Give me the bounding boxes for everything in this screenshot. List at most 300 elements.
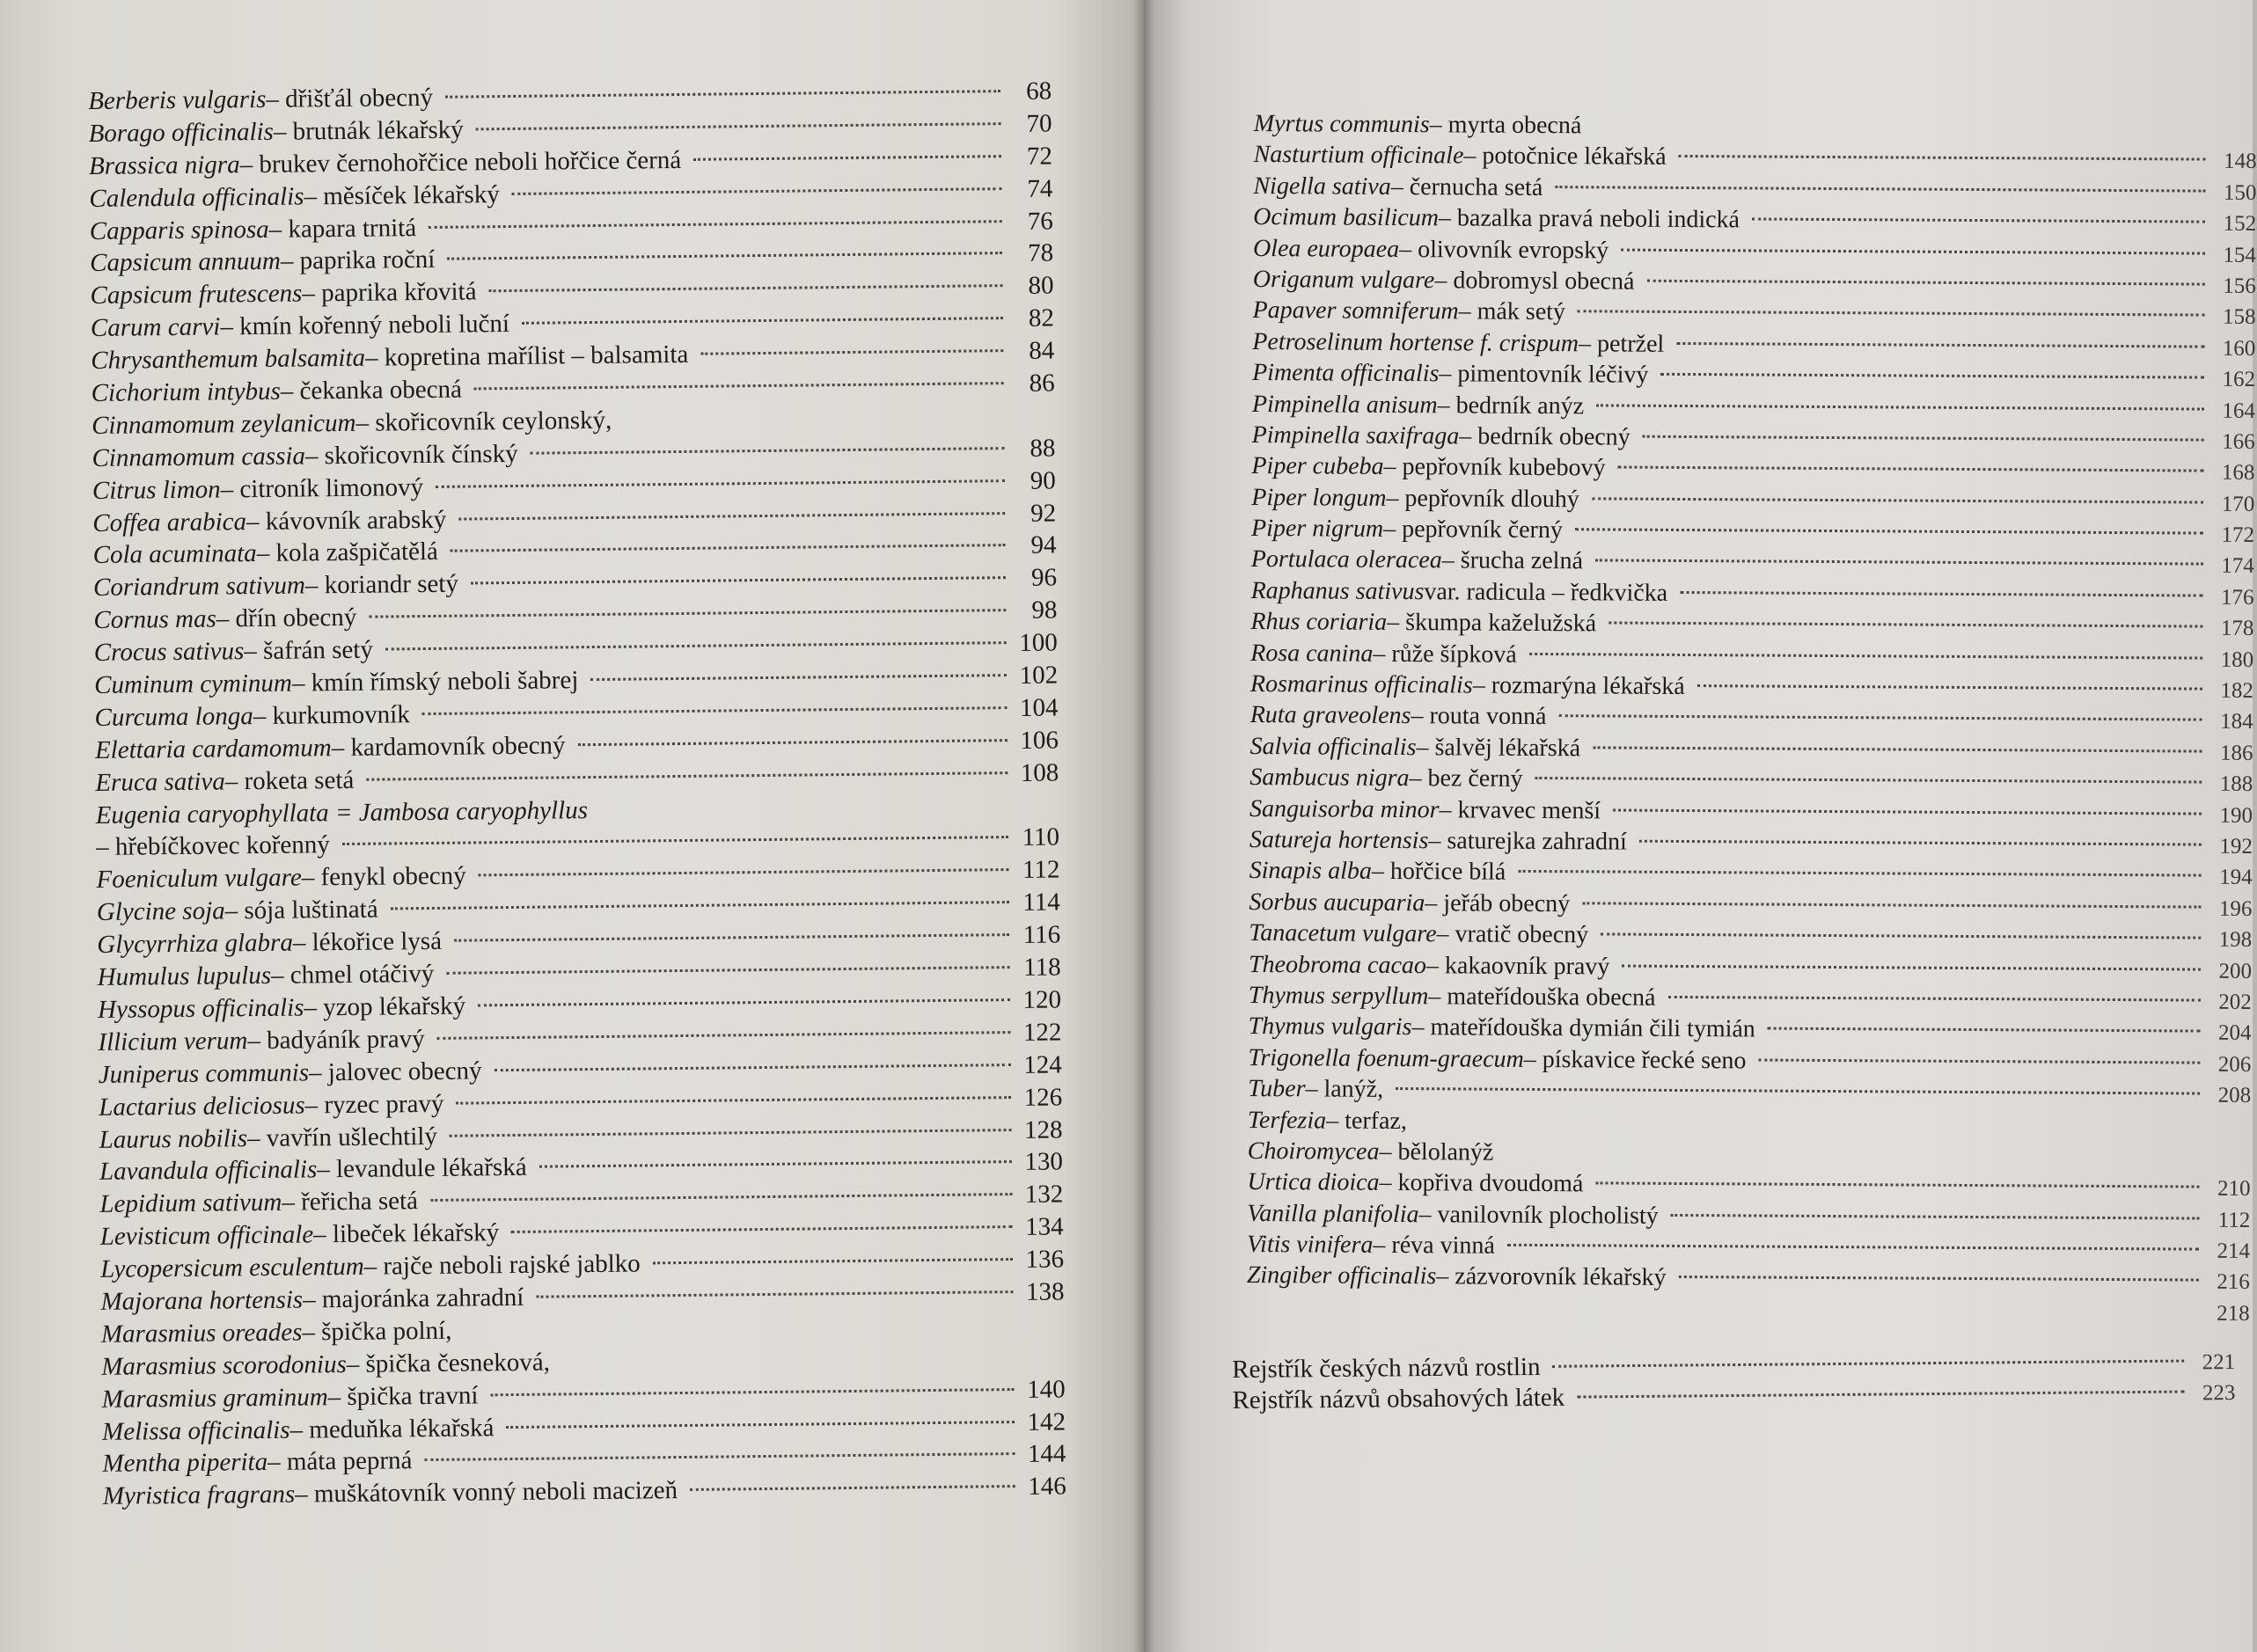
latin-name: Sambucus nigra xyxy=(1249,764,1410,793)
leader-dots xyxy=(1646,255,2205,286)
page-number: 80 xyxy=(1028,271,1054,301)
czech-name: – terfaz, xyxy=(1326,1107,1407,1135)
latin-name: Choiromycea xyxy=(1247,1137,1380,1166)
toc-entry xyxy=(1246,1255,2250,1295)
leader-dots xyxy=(1558,691,2202,721)
leader-dots xyxy=(424,1427,1015,1461)
leader-dots xyxy=(458,486,1005,521)
leader-dots xyxy=(536,1265,1013,1298)
leader-dots xyxy=(456,1071,1011,1105)
leader-dots xyxy=(494,1038,1011,1071)
czech-name: – majoránka zahradní xyxy=(302,1283,524,1314)
leader-dots xyxy=(1752,194,2205,223)
czech-name: – černucha setá xyxy=(1390,172,1543,201)
latin-name: Pimpinella saxifraga xyxy=(1251,420,1460,450)
latin-name: Thymus vulgaris xyxy=(1248,1012,1412,1042)
czech-name: – myrta obecná xyxy=(1429,111,1582,140)
latin-name: Capsicum annuum xyxy=(90,247,282,278)
page-number: 223 xyxy=(2202,1381,2236,1406)
latin-name: Coriandrum sativum xyxy=(92,571,306,603)
page-number: 124 xyxy=(1023,1050,1062,1079)
page-number: 188 xyxy=(2219,771,2253,797)
leader-dots xyxy=(511,162,1001,195)
latin-name: Theobroma cacao xyxy=(1248,950,1427,979)
page-number: 126 xyxy=(1023,1083,1063,1112)
leader-dots xyxy=(436,454,1005,488)
latin-name: Levisticum officinale xyxy=(99,1220,314,1252)
page-number: 134 xyxy=(1025,1212,1064,1242)
leader-dots xyxy=(693,129,1001,161)
page-number: 202 xyxy=(2218,990,2252,1014)
latin-name: Cuminum cyminum xyxy=(94,669,293,699)
czech-name: – krvavec menší xyxy=(1439,795,1601,825)
leader-dots xyxy=(450,1103,1012,1137)
czech-name: – mateřídouška dymián čili tymián xyxy=(1411,1013,1755,1043)
page-number: 142 xyxy=(1027,1407,1066,1436)
czech-name: – koriandr setý xyxy=(304,569,459,600)
latin-name: Eruca sativa xyxy=(95,767,225,797)
page-number: 190 xyxy=(2219,803,2253,828)
page-number: 86 xyxy=(1029,369,1055,398)
latin-name: Tuber xyxy=(1248,1075,1306,1103)
page-number xyxy=(1017,813,1059,814)
czech-name: var. radicula – ředkvička xyxy=(1424,578,1668,607)
leader-dots xyxy=(530,421,1004,455)
toc-entry xyxy=(1248,1100,2251,1137)
latin-name: Cichorium intybus xyxy=(91,376,281,407)
leader-dots xyxy=(1660,348,2204,379)
latin-name: Piper nigrum xyxy=(1250,515,1384,543)
leader-dots xyxy=(506,1395,1015,1429)
leader-dots xyxy=(474,356,1004,390)
latin-name: Glycine soja xyxy=(96,896,225,927)
page-number: 206 xyxy=(2217,1052,2252,1077)
page-number: 138 xyxy=(1025,1277,1065,1306)
leader-dots xyxy=(1596,379,2204,410)
czech-name: – pepřovník černý xyxy=(1383,515,1563,545)
latin-name: Glycyrrhiza glabra xyxy=(97,928,294,960)
czech-name: – bedrník obecný xyxy=(1459,422,1630,451)
latin-name: Rosa canina xyxy=(1250,639,1374,668)
leader-dots xyxy=(1679,130,2206,161)
czech-name: – vavřín ušlechtilý xyxy=(246,1122,438,1152)
leader-dots xyxy=(490,1363,1015,1396)
leader-dots xyxy=(1582,877,2201,908)
latin-name: Chrysanthemum balsamita xyxy=(91,343,366,376)
page-number: 164 xyxy=(2222,398,2255,423)
right-toc-list xyxy=(1247,104,2257,1324)
czech-name: – rajče neboli rajské jablko xyxy=(363,1249,641,1281)
page-number: 114 xyxy=(1022,888,1061,917)
page-number: 98 xyxy=(1031,596,1058,625)
page-number xyxy=(1022,1364,1065,1365)
leader-dots xyxy=(1518,845,2202,877)
leader-dots xyxy=(539,1135,1012,1168)
leader-dots xyxy=(1577,1365,2185,1399)
left-toc-list xyxy=(88,71,1066,1509)
leader-dots xyxy=(1680,567,2203,597)
page-number: 106 xyxy=(1020,726,1059,755)
latin-name: Cinnamomum zeylanicum xyxy=(91,408,356,440)
page-number: 74 xyxy=(1027,174,1053,203)
czech-name: – bělolanýž xyxy=(1379,1137,1494,1166)
leader-dots xyxy=(1535,752,2202,784)
latin-name: Mentha piperita xyxy=(102,1448,268,1479)
latin-name: Citrus limon xyxy=(92,475,221,505)
czech-name: – kopretina mařílist – balsamita xyxy=(364,340,689,372)
czech-name: – šalvěj lékařská xyxy=(1416,733,1581,763)
czech-name: – skořicovník ceylonský, xyxy=(355,406,612,437)
czech-name: – lanýž, xyxy=(1305,1075,1384,1104)
page-number: 140 xyxy=(1026,1375,1066,1404)
latin-name: Curcuma longa xyxy=(94,701,253,732)
right-page xyxy=(1144,0,2257,1652)
page-number: 192 xyxy=(2219,834,2253,859)
latin-name: Myrtus communis xyxy=(1253,109,1430,139)
page-number: 108 xyxy=(1020,758,1059,787)
czech-name: – fenykl obecný xyxy=(301,861,466,892)
latin-name: Coffea arabica xyxy=(92,507,247,537)
czech-name: – ryzec pravý xyxy=(304,1089,444,1120)
leader-dots xyxy=(1697,660,2202,691)
czech-name: – chmel otáčivý xyxy=(270,959,435,990)
latin-name: Cinnamomum cassia xyxy=(92,442,306,472)
czech-name: – olivovník evropský xyxy=(1399,235,1609,265)
page-number: 76 xyxy=(1027,207,1053,236)
czech-name: – pískavice řecké seno xyxy=(1523,1045,1747,1075)
leader-dots xyxy=(478,973,1010,1006)
czech-name: – dřín obecný xyxy=(216,603,357,633)
czech-name: – bazalka pravá neboli indická xyxy=(1438,204,1740,234)
czech-name: – kapara trnitá xyxy=(268,213,417,244)
page-number: 112 xyxy=(2217,1208,2251,1232)
latin-name: Satureja hortensis xyxy=(1249,825,1429,855)
page-number: 166 xyxy=(2222,429,2255,454)
page-number: 136 xyxy=(1025,1245,1065,1274)
czech-name: – badyáník pravý xyxy=(247,1024,425,1055)
page-number: 184 xyxy=(2220,710,2253,735)
page-number: 180 xyxy=(2220,647,2254,672)
page-number: 174 xyxy=(2221,554,2254,579)
leader-dots xyxy=(1595,535,2203,566)
page-number: 208 xyxy=(2217,1083,2252,1108)
czech-name: – kmín římský neboli šabrej xyxy=(291,666,579,698)
leader-dots xyxy=(1758,1034,2200,1064)
latin-name: Urtica dioica xyxy=(1247,1168,1380,1197)
czech-name: – kakaovník pravý xyxy=(1425,951,1610,981)
leader-dots xyxy=(446,940,1010,975)
page-number: 204 xyxy=(2217,1021,2252,1046)
page-number: 172 xyxy=(2221,523,2255,548)
czech-name: – libeček lékařský xyxy=(313,1218,500,1249)
czech-name: – škumpa kaželužská xyxy=(1387,609,1597,638)
leader-dots xyxy=(454,908,1010,942)
latin-name: Myristica fragrans xyxy=(102,1480,296,1511)
page-number: 78 xyxy=(1027,238,1054,268)
latin-name: Raphanus sativus xyxy=(1250,576,1425,606)
latin-name: Marasmius graminum xyxy=(101,1382,328,1414)
czech-name: – pepřovník kubebový xyxy=(1383,453,1606,482)
latin-name: Olea europaea xyxy=(1252,234,1400,263)
czech-name: – dobromysl obecná xyxy=(1434,267,1635,296)
leader-dots xyxy=(700,324,1003,355)
latin-name: Rosmarinus officinalis xyxy=(1249,670,1473,699)
czech-name: – růže šípková xyxy=(1373,640,1517,669)
czech-name: – pimentovník léčivý xyxy=(1439,360,1649,389)
latin-name: Borago officinalis xyxy=(88,117,275,148)
czech-name: – špička travní xyxy=(327,1381,479,1411)
latin-name: Lycopersicum esculentum xyxy=(99,1252,364,1283)
page-number xyxy=(1022,1332,1065,1333)
leader-dots xyxy=(445,64,1001,99)
leader-dots xyxy=(369,583,1006,618)
page-number: 104 xyxy=(1019,693,1059,722)
latin-name: Marasmius scorodonius xyxy=(101,1349,347,1381)
leader-dots xyxy=(1613,784,2202,815)
leader-dots xyxy=(1396,1063,2200,1095)
page-number: 186 xyxy=(2219,741,2253,765)
latin-name: Hyssopus officinalis xyxy=(97,993,304,1024)
page-number: 200 xyxy=(2218,959,2253,983)
page-number: 150 xyxy=(2223,180,2257,205)
leader-dots xyxy=(1595,1158,2199,1188)
czech-name: – paprika křovitá xyxy=(302,277,477,308)
latin-name: Sinapis alba xyxy=(1249,857,1373,886)
czech-name: – kávovník arabský xyxy=(245,505,447,536)
page-number: 68 xyxy=(1026,77,1052,106)
czech-name: – réva vinná xyxy=(1373,1231,1495,1260)
latin-name: Berberis vulgaris xyxy=(88,84,267,115)
latin-name: Calendula officinalis xyxy=(89,182,304,213)
leader-dots xyxy=(1575,503,2203,534)
page-number xyxy=(1013,423,1055,424)
leader-dots xyxy=(522,291,1003,325)
czech-name: – mateřídouška obecná xyxy=(1428,983,1656,1012)
latin-name: Pimenta officinalis xyxy=(1252,359,1440,388)
latin-name: Foeniculum vulgare xyxy=(96,863,302,895)
latin-name: Elettaria cardamomum xyxy=(94,733,332,764)
leader-dots xyxy=(447,227,1002,261)
latin-name: Capparis spinosa xyxy=(89,215,269,245)
leader-dots xyxy=(1679,1251,2199,1282)
leader-dots xyxy=(590,648,1007,681)
page-number: 100 xyxy=(1019,628,1058,658)
leader-dots xyxy=(1618,442,2204,472)
page-number: 122 xyxy=(1022,1018,1062,1047)
latin-name: Brassica nigra xyxy=(88,150,240,180)
leader-dots xyxy=(690,1459,1015,1491)
page-number: 194 xyxy=(2219,866,2253,890)
czech-name: – meduňka lékařská xyxy=(289,1413,495,1444)
page-number: 88 xyxy=(1030,434,1056,463)
page-number: 96 xyxy=(1030,563,1058,593)
czech-name: – routa vonná xyxy=(1411,702,1547,731)
leader-dots xyxy=(430,1167,1013,1202)
page-number: 112 xyxy=(1022,855,1060,885)
czech-name: – bedrník anýz xyxy=(1437,391,1585,420)
latin-name: Papaver somniferum xyxy=(1252,296,1459,325)
latin-name: Pimpinella anisum xyxy=(1251,390,1438,419)
leader-dots xyxy=(652,1232,1013,1264)
leader-dots xyxy=(436,1005,1010,1040)
czech-name: – bez černý xyxy=(1409,764,1523,793)
czech-name: – čekanka obecná xyxy=(280,375,463,406)
latin-name: Ocimum basilicum xyxy=(1253,203,1440,232)
latin-name: Illicium verum xyxy=(98,1026,248,1056)
latin-name: Juniperus communis xyxy=(98,1058,310,1089)
czech-name: – máta peprná xyxy=(267,1446,413,1477)
index-list xyxy=(1232,1341,2236,1415)
czech-name: – šafrán setý xyxy=(244,635,374,666)
latin-name: Crocus sativus xyxy=(93,637,245,668)
page-number: 176 xyxy=(2221,585,2254,610)
czech-name: – brukev černohořčice neboli hořčice černá xyxy=(239,145,682,179)
latin-name: Vitis vinifera xyxy=(1246,1231,1374,1259)
page-number: 158 xyxy=(2222,305,2256,330)
leader-dots xyxy=(390,875,1009,910)
page-number: 70 xyxy=(1026,109,1052,138)
page-number: 72 xyxy=(1026,142,1053,171)
leader-dots xyxy=(1768,1003,2201,1033)
latin-name: Eugenia caryophyllata = Jambosa caryophyllus xyxy=(95,795,589,830)
index-label: Rejstřík českých názvů rostlin xyxy=(1232,1352,1541,1384)
page-number: 198 xyxy=(2218,927,2253,953)
czech-name: – hořčice bílá xyxy=(1371,858,1506,887)
czech-name: – pepřovník dlouhý xyxy=(1386,484,1579,513)
latin-name: Sanguisorba minor xyxy=(1249,794,1440,823)
page-number: 182 xyxy=(2220,678,2254,703)
latin-name: Thymus serpyllum xyxy=(1248,981,1429,1011)
page-number: 132 xyxy=(1024,1180,1064,1210)
latin-name: Cornus mas xyxy=(93,604,216,635)
latin-name: Nasturtium officinale xyxy=(1253,141,1464,170)
czech-name: – levandule lékařská xyxy=(317,1153,527,1184)
czech-name: – citroník limonový xyxy=(220,472,424,504)
czech-name: – yzop lékařský xyxy=(304,991,466,1022)
leader-dots xyxy=(1555,161,2205,193)
czech-name: – řeřicha setá xyxy=(282,1187,419,1217)
page-number: 118 xyxy=(1023,953,1061,982)
page-number: 94 xyxy=(1030,530,1057,560)
toc-entry xyxy=(1247,1287,2250,1324)
latin-name: Zingiber officinalis xyxy=(1246,1261,1437,1290)
leader-dots xyxy=(451,519,1006,553)
leader-dots xyxy=(471,551,1006,584)
page-number: 156 xyxy=(2223,274,2256,298)
page-number: 216 xyxy=(2217,1270,2250,1295)
page-number: 128 xyxy=(1023,1115,1063,1144)
czech-name: – kardamovník obecný xyxy=(331,731,566,762)
latin-name: Laurus nobilis xyxy=(99,1123,248,1154)
leader-dots xyxy=(1507,1219,2199,1251)
leader-dots xyxy=(475,97,1000,130)
czech-name: – špička polní, xyxy=(302,1316,452,1347)
page-number: 214 xyxy=(2217,1239,2251,1264)
page-number: 90 xyxy=(1030,466,1056,495)
leader-dots xyxy=(1593,721,2202,752)
page-number: 120 xyxy=(1022,985,1062,1014)
latin-name: Origanum vulgare xyxy=(1252,265,1435,295)
czech-name: – lékořice lysá xyxy=(292,927,443,957)
latin-name: Rhus coriaria xyxy=(1250,608,1388,637)
latin-name: Marasmius oreades xyxy=(100,1318,303,1349)
latin-name: Piper cubeba xyxy=(1251,452,1384,481)
leader-dots xyxy=(1639,815,2202,846)
leader-dots xyxy=(385,616,1007,650)
latin-name: Lactarius deliciosus xyxy=(99,1091,305,1122)
page-number: 154 xyxy=(2223,243,2257,267)
latin-name: Vanilla planifolia xyxy=(1247,1199,1419,1228)
latin-name: Tanacetum vulgare xyxy=(1249,919,1437,948)
page-number: 82 xyxy=(1028,303,1055,333)
latin-name: Terfezia xyxy=(1247,1106,1327,1135)
leader-dots xyxy=(511,1200,1013,1233)
leader-dots xyxy=(1622,939,2201,970)
page-number: 152 xyxy=(2223,211,2257,237)
leader-dots xyxy=(577,713,1008,746)
czech-name: – dřišťál obecný xyxy=(266,83,434,113)
page-number: 146 xyxy=(1028,1472,1066,1502)
leader-dots xyxy=(342,811,1009,846)
latin-name: Piper longum xyxy=(1251,483,1387,512)
leader-dots xyxy=(488,259,1002,292)
leader-dots xyxy=(1621,223,2205,254)
czech-name: – sója luštinatá xyxy=(224,895,378,925)
czech-name: – hřebíčkovec kořenný xyxy=(95,830,331,862)
leader-dots xyxy=(1578,286,2205,317)
leader-dots xyxy=(1667,971,2201,1002)
latin-name: Humulus lupulus xyxy=(97,961,272,991)
latin-name: Majorana hortensis xyxy=(100,1285,304,1316)
page-number: 110 xyxy=(1022,822,1060,852)
leader-dots xyxy=(1671,1189,2200,1220)
page-number: 130 xyxy=(1024,1147,1064,1177)
czech-name: – zázvorovník lékařský xyxy=(1436,1262,1667,1292)
latin-name: Capsicum frutescens xyxy=(90,279,303,311)
leader-dots xyxy=(429,194,1002,229)
leader-dots xyxy=(1676,318,2204,348)
czech-name: – kola zašpičatělá xyxy=(256,537,439,568)
page-number: 178 xyxy=(2220,616,2254,641)
page-number: 116 xyxy=(1022,920,1061,950)
page-number: 144 xyxy=(1027,1439,1066,1469)
czech-name: – špička česneková, xyxy=(346,1348,551,1378)
latin-name: Cola acuminata xyxy=(92,539,257,570)
latin-name: Melissa officinalis xyxy=(101,1415,290,1446)
page-number: 84 xyxy=(1029,336,1055,365)
czech-name: – rozmarýna lékařská xyxy=(1472,671,1685,701)
latin-name: Carum carvi xyxy=(90,312,221,343)
latin-name: Portulaca oleracea xyxy=(1250,545,1442,574)
czech-name: – paprika roční xyxy=(280,245,436,276)
page-number: 196 xyxy=(2218,896,2253,921)
latin-name: Nigella sativa xyxy=(1253,172,1391,201)
page-number: 160 xyxy=(2222,336,2256,361)
czech-name: – kmín kořenný neboli luční xyxy=(220,310,510,341)
czech-name: – roketa setá xyxy=(224,765,355,796)
czech-name: – mák setý xyxy=(1458,297,1566,326)
leader-dots xyxy=(366,746,1008,781)
page-number: 102 xyxy=(1019,661,1059,690)
page-number: 170 xyxy=(2221,492,2255,516)
latin-name: Lavandula officinalis xyxy=(99,1155,318,1187)
page-number: 168 xyxy=(2221,461,2255,486)
czech-name: – potočnice lékařská xyxy=(1463,142,1667,172)
leader-dots xyxy=(1608,597,2202,628)
leader-dots xyxy=(1552,1334,2184,1368)
czech-name: – měsíček lékařský xyxy=(304,179,500,211)
leader-dots xyxy=(421,681,1007,715)
